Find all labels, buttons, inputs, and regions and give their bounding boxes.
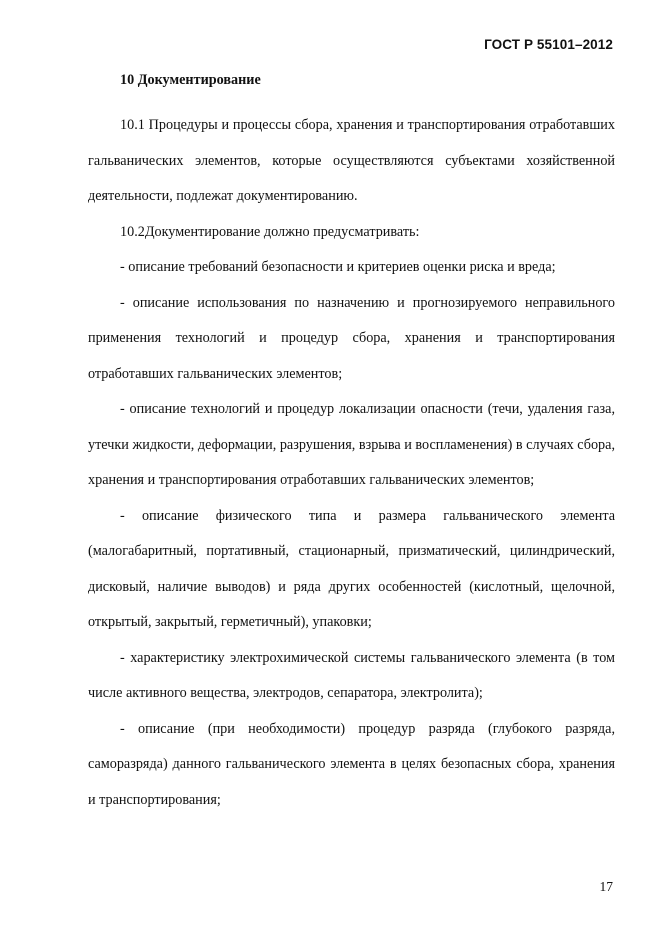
list-item-hazard-localization: - описание технологий и процедур локализации опасности (течи, удаления газа, утечки жидкости, деформации, разрушения, взрыва и воспламенения) в случаях сбора, хранения и транспортирования отработавших гальванических элементов;	[88, 401, 615, 488]
standard-code-header: ГОСТ Р 55101–2012	[484, 37, 613, 52]
list-item-discharge-procedures: - описание (при необходимости) процедур разряда (глубокого разряда, саморазряда) данного гальванического элемента в целях безопасных сбора, хранения и транспортирования;	[88, 720, 615, 808]
list-item-safety-requirements: - описание требований безопасности и критериев оценки риска и вреда;	[120, 259, 556, 275]
paragraph-10-1: 10.1 Процедуры и процессы сбора, хранения и транспортирования отработавших гальванических элементов, которые осуществляются субъектами хозяйственной деятельности, подлежат документированию.	[88, 117, 615, 204]
document-body	[88, 70, 615, 818]
list-item-electrochemical-system: - характеристику электрохимической системы гальванического элемента (в том числе активного вещества, электродов, сепаратора, электролита);	[88, 649, 615, 701]
list-item-physical-type: - описание физического типа и размера гальванического элемента (малогабаритный, портативный, стационарный, призматический, цилиндрический, дисковый, наличие выводов) и ряда других особенностей (кислотный, щелочной, открытый, закрытый, герметичный), упаковки;	[88, 507, 615, 630]
page-number: 17	[599, 879, 613, 894]
paragraph-10-2: 10.2Документирование должно предусматривать:	[120, 223, 420, 240]
list-item-intended-use: - описание использования по назначению и прогнозируемого неправильного применения технологий и процедур сбора, хранения и транспортирования отработавших гальванических элементов;	[88, 294, 615, 382]
section-title: 10 Документирование	[120, 72, 261, 88]
